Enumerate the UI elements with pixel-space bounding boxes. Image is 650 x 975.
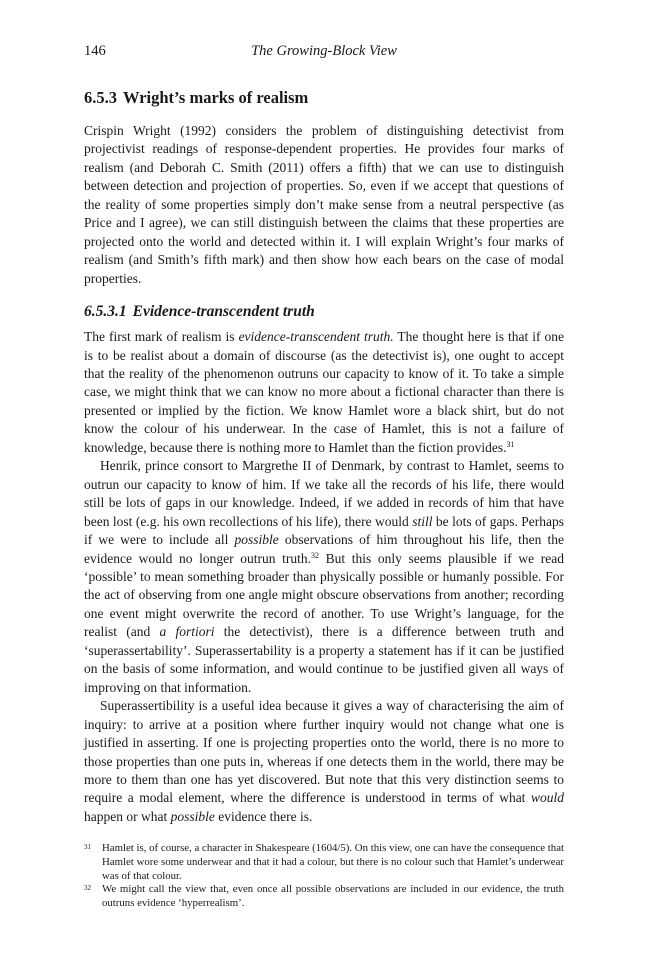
para3-emphasis-possible: possible [170,808,215,824]
para3-emphasis-would: would [530,790,564,806]
running-head [84,42,564,60]
para2-text-c: observations of him throughout his life, then the evidence would no longer outrun truth. [84,532,564,566]
para2-emphasis-still: still [412,513,433,529]
footnote-number: 32 [84,884,91,893]
para2-emphasis-a-fortiori: a fortiori [159,624,215,640]
para3-text-c: evidence there is. [214,808,313,824]
para1-text-b: The thought here is that if one is to be realist about a domain of discourse (as the detectivist is), one ought to accept that the reality of the phenomenon outruns our capacity to know of it. To take a simple case, we might think that we can know no more about a fictional character than there is presented or implied by the fiction. We know Hamlet wore a black shirt, but do not know the colour of his underwear. In the case of Hamlet, this is not a failure of knowledge, because there is nothing more to Hamlet than the fiction provides. [84,329,564,455]
para1-text-a: The first mark of realism is [84,329,239,345]
subsection-number: 6.5.3.1 [84,303,127,321]
intro-paragraph: Crispin Wright (1992) considers the problem of distinguishing detectivist from projectivist readings of response-dependent properties. He provides four marks of realism (and Deborah C. Smith (2011) offers a fifth) that we can use to distinguish between detection and projection of properties. So, even if we accept that questions of the reality of some properties simply don’t make sense from a neutral perspective (as Price and I agree), we can still distinguish between the claims that these properties are projected onto the world and detected within it. I will explain Wright’s four marks of realism (and Smith’s fifth mark) and then show how each bears on the case of modal properties. [84,123,564,286]
page-content [84,88,564,910]
footnote-text: Hamlet is, of course, a character in Shakespeare (1604/5). On this view, one can have the consequence that Hamlet wore some underwear and that it had a colour, but there is no colour such that Hamlet’s underwear was of that colour. [102,842,564,882]
section-title: Wright’s marks of realism [123,88,309,107]
footnote-number: 31 [84,843,91,852]
paragraph-3 [84,697,564,826]
para3-text-a: Superassertibility is a useful idea because it gives a way of characterising the aim of inquiry: to arrive at a position where further inquiry would not change what one is justified in asserting. If one is projecting properties onto the world, there is no more to those properties than one puts in, whereas if one detects them in the world, there may be more to them than one has yet discovered. But note that this very distinction seems to require a modal element, where the difference is understood in terms of what [84,698,564,806]
running-title: The Growing-Block View [251,43,397,59]
subsection-heading [84,302,564,322]
footnote-32 [84,883,564,910]
para1-emphasis: evidence-transcendent truth. [238,329,394,345]
footnote-ref-32[interactable]: 32 [310,550,319,560]
footnote-ref-31[interactable]: 31 [506,439,515,449]
footnote-text: We might call the view that, even once all possible observations are included in our evidence, the truth outruns evidence ‘hyperrealism’. [102,883,564,909]
para3-text-b: happen or what [84,808,171,824]
paragraph-2 [84,457,564,697]
footnotes [84,842,564,910]
para2-text-b: be lots of gaps. Perhaps if we were to include all [84,513,564,548]
paragraph-1 [84,328,564,457]
section-number: 6.5.3 [84,88,117,107]
para2-text-e: the detectivist), there is a difference between truth and ‘superassertability’. Superassertability is a property a statement has if it can be justified on the basis of some information, and would continue to be justified given all ways of improving on that information. [84,624,564,695]
footnote-31 [84,842,564,883]
para2-emphasis-possible: possible [234,532,279,548]
page-number: 146 [84,43,106,59]
subsection-title: Evidence-transcendent truth [132,303,315,321]
section-heading [84,88,564,108]
para2-text-d: But this only seems plausible if we read ‘possible’ to mean something broader than physically possible or humanly possible. For the act of observing from one angle might obscure observations from another; recording one event might overwrite the record of another. To use Wright’s language, for the realist (and [84,550,564,640]
para2-text-a: Henrik, prince consort to Margrethe II of Denmark, by contrast to Hamlet, seems to outrun our capacity to know of him. If we take all the records of his life, there would still be lots of gaps in our knowledge. Indeed, if we added in records of him that have been lost (e.g. his own recollections of his life), there would [84,458,564,529]
